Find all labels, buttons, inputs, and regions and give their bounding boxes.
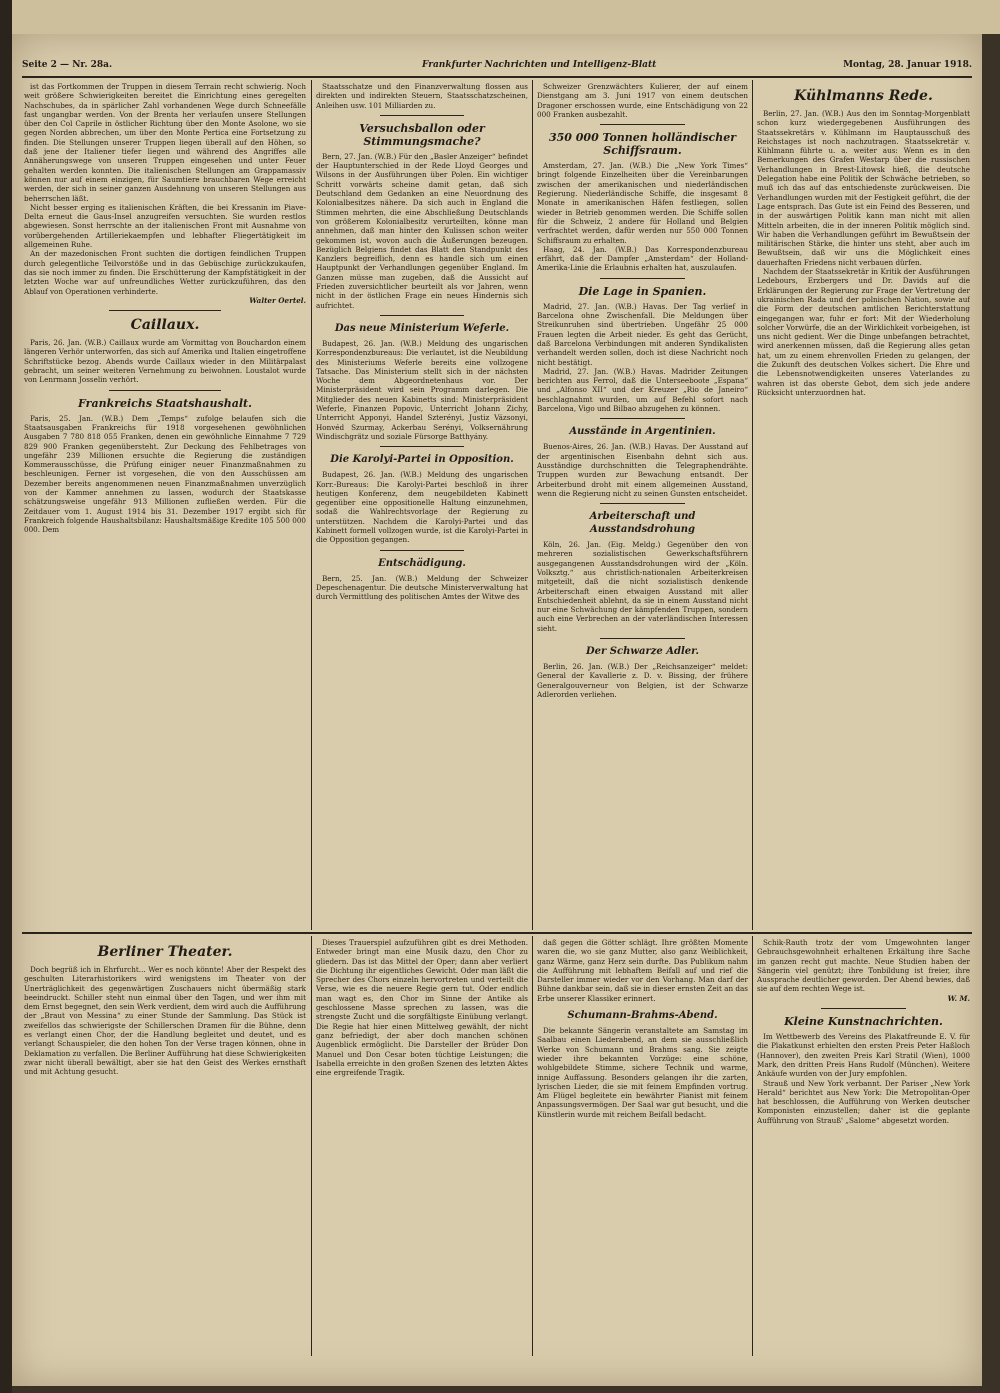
headline-compensation: Entschädigung.	[378, 557, 466, 569]
headline-finance: Frankreichs Staatshaushalt.	[78, 396, 252, 410]
headline-art-news: Kleine Kunstnachrichten.	[784, 1015, 943, 1029]
separator	[109, 310, 222, 311]
separator	[109, 390, 222, 391]
war-report-text: ist das Fortkommen der Truppen in diesem Terrain recht schwierig. Noch weit größere Schwierigkeiten bereitet die Einrichtung eines geregelten Nachschubes, da in spärlicher Zahl vorhandenen Wege durch Schneefälle fast ungangbar werden. Von der Brenta her verlaufen unsere Stellungen über den Col Caprile in östlicher Richtung über den Monte Asolone, wo sie gegen Norden abbrechen, um über den Monte Pertica eine Fortsetzung zu finden. Die Stellungen unserer Truppen liegen überall auf den Höhen, so daß jene der Italiener tiefer liegen und während des Angriffes alle Annäherungswege von unseren Truppen eingesehen und unter Feuer gehalten werden konnten. Die italienischen Stellungen am Grappamassiv können nur auf einem einzigen, für Saumtiere brauchbaren Wege erreicht werden, der sich in seiner ganzen Ausdehnung von unseren Stellungen aus beherrschen läßt.	[24, 82, 306, 203]
column-rule	[532, 80, 533, 930]
separator	[380, 315, 465, 316]
article-balloon: Bern, 27. Jan. (W.B.) Für den „Basler Anzeiger“ befindet der Hauptunterschied in der Rede Lloyd Georges und Wilsons in der Ausführungen über Polen. Ein wichtiger Schritt vorwärts scheine damit getan, daß sich Deutschland dem Gedanken an eine Neuordnung des Kolonialbesitzes nähere. Da sich auch in England die Stimmen mehrten, die eine Abschließung Deutschlands von größerem Kolonialbesitz verurteilten, könne man annehmen, daß man hinter den Kulissen schon weiter gekommen ist, wovon auch die Äußerungen bezeugen. Bezüglich Belgiens findet das Blatt den Standpunkt des Kanzlers begreiflich, denn es handle sich um einen Hauptpunkt der Verhandlungen gegenüber England. Im Ganzen müsse man zugeben, daß die Aussicht auf Frieden zuversichtlicher beurteilt als vor Jahren, wenn nicht in der östlichen Frage ein neues Hindernis sich aufrichtet.	[316, 151, 528, 310]
article-finance: Paris, 25. Jan. (W.B.) Dem „Temps“ zufolge belaufen sich die Staatsausgaben Frankreichs für 1918 vorgesehenen gewöhnlichen Ausgaben 7 780 818 055 Franken, denen ein gewöhnliche Einnahme 7 729 829 900 Franken gegenübersteht. Zur Deckung des Fehlbetrages von ungefähr 239 Millionen ersuchte die Regierung die zuständigen Kommerausschüsse, die Prüfung einiger neuer Finanzmaßnahmen zu beschleunigen. Ferner ist vorgesehen, die von den Ausschüssen am Dezember bereits angenommenen neuen Finanzmaßnahmen unverzüglich von der Kammer annehmen zu lassen, wodurch der Staatskasse schätzungsweise ungefähr 913 Millionen zufließen werden. Für die Zeitdauer vom 1. August 1914 bis 31. Dezember 1917 ergibt sich für Frankreich folgende Haushaltsbilanz: Haushaltsmäßige Kredite 105 500 000 000. Dem	[24, 413, 306, 535]
headline-karolyi: Die Karolyi-Partei in Opposition.	[330, 454, 514, 466]
page-top-margin	[12, 0, 1000, 34]
book-binding	[0, 0, 12, 1393]
page-number: Seite 2 — Nr. 28a.	[22, 60, 113, 70]
column-4	[757, 82, 970, 930]
paper-title: Frankfurter Nachrichten und Intelligenz-Blatt	[422, 60, 657, 70]
headline-ministry: Das neue Ministerium Weferle.	[334, 322, 510, 334]
art-news: Strauß und New York verbannt. Der Pariser „New York Herald“ berichtet aus New York: Die Metropolitan-Oper hat beschlossen, die Aufführung von Werken deutscher Komponisten einzustellen; daher ist die geplante Aufführung von Strauß' „Salome“ abgesetzt worden.	[757, 1078, 970, 1125]
article-ministry: Budapest, 26. Jan. (W.B.) Meldung des ungarischen Korrespondenzbureaus: Die verlautet, ist die Neubildung des Ministeriums Weferle bereits eine vollzogene Tatsache. Das Ministerium stellt sich in der nächsten Woche dem Abgeordnetenhaus vor. Der Ministerpräsident wird sein Programm darlegen. Die Mitglieder des neuen Kabinetts sind: Ministerpräsident Weferle, Finanzen Popovic, Unterricht Johann Zichy, Unterricht Apponyi, Handel Szterényi, Justiz Vázsonyi, Honvéd Szurmay, Ackerbau Serényi, Volksernährung Windischgrätz und soziale Fürsorge Batthyány.	[316, 338, 528, 441]
separator	[600, 638, 684, 639]
separator	[600, 124, 684, 125]
headline-concert: Schumann-Brahms-Abend.	[567, 1010, 718, 1022]
art-news: Im Wettbewerb des Vereins des Plakatfreunde E. V. für die Plakatkunst erhielten den ersten Preis Peter Haßloch (Hannover), den zweiten Preis Karl Stratil (Wien), 1000 Mark, den dritten Preis Hans Rudolf (München). Weitere Ankäufe wurden von der Jury empfohlen.	[757, 1032, 970, 1079]
issue-date: Montag, 28. Januar 1918.	[843, 60, 972, 70]
column-rule	[532, 936, 533, 1356]
separator	[380, 115, 465, 116]
article-caillaux: Paris, 26. Jan. (W.B.) Caillaux wurde am Vormittag von Bouchardon einem längeren Verhör unterworfen, das sich auf Amerika und Italien eingetroffene Schriftstücke bezog. Abends wurde Caillaux wieder in den Militärpalast gebracht, um seiner weiteren Vernehmung zu beiwohnen. Loustalot wurde von Lenrmann Josselin verhört.	[24, 338, 306, 385]
theater-column-2	[316, 938, 528, 1356]
separator	[380, 550, 465, 551]
theater-review: Dieses Trauerspiel aufzuführen gibt es drei Methoden. Entweder bringt man eine Musik dazu, den Chor zu gliedern. Das ist das Mittel der Oper; dann aber verliert die Dichtung ihr eigentliches Gewicht. Oder man läßt die Sprecher des Chors einzeln hervortreten und verteilt die Verse, wie es die neuere Regie gern tut. Oder endlich man wagt es, den Chor im Sinne der Antike als geschlossene Masse sprechen zu lassen, was die strengste Zucht und die sorgfältigste Einübung verlangt. Die Regie hat hier einen Mittelweg gewählt, der nicht ganz befriedigt, der aber doch manchen schönen Augenblick ermöglicht. Die Darsteller der Brüder Don Manuel und Don Cesar boten tüchtige Leistungen; die Isabella erreichte in den großen Szenen des letzten Aktes eine ergreifende Tragik.	[316, 938, 528, 1078]
war-report-text: An der mazedonischen Front suchten die dortigen feindlichen Truppen durch gelegentliche Teilvorstöße und in das Gebüschige zurückzukaufen, das sie noch immer zu finden. Die Erschütterung der Kampfstätigkeit in der letzten Woche war auf unfreundliches Wetter zurückzuführen, das den Ablauf von Operationen verhinderte.	[24, 249, 306, 296]
article-kuehlmann: Berlin, 27. Jan. (W.B.) Aus den im Sonntag-Morgenblatt schon kurz wiedergegebenen Ausführungen des Staatssekretärs v. Kühlmann im Hauptausschuß des Reichstages ist noch nachzutragen. Staatssekretär v. Kühlmann führte u. a. weiter aus: Wenn es in den Bemerkungen des Grafen Westarp über die russischen Verhandlungen in Brest-Litowsk hieß, die deutsche Delegation habe eine Politik der Schwäche betrieben, so muß ich das auf das entschiedenste zurückweisen. Die Verhandlungen wurden mit der Festigkeit geführt, die der Lage entsprach. Das Gute ist ein Feind des Besseren, und in der auswärtigen Politik kann man nicht mit allen Mitteln arbeiten, die in der inneren Politik möglich sind. Wir haben die Verhandlungen geführt im Bewußtsein der militärischen Stärke, die hinter uns steht, aber auch im Bewußtsein, daß wir uns die Möglichkeit eines dauerhaften Friedens nicht verbauen dürfen.	[757, 109, 970, 267]
theater-column-3	[537, 938, 748, 1356]
headline-strike: Arbeiterschaft und Ausstandsdrohung	[589, 511, 696, 536]
separator	[600, 418, 684, 419]
article-continuation: Schweizer Grenzwächters Kulierer, der auf einem Dienstgang am 3. Juni 1917 von einem deutschen Dragoner erschossen wurde, eine Entschädigung von 22 000 Franken ausbezahlt.	[537, 82, 748, 119]
article-strike: Köln, 26. Jan. (Eig. Meldg.) Gegenüber den von mehreren sozialistischen Gewerkschaftsführern ausgegangenen Ausstandsdrohungen wird der „Köln. Volksztg.“ aus christlich-nationalen Arbeiterkreisen mitgeteilt, daß die nicht sozialistisch denkende Arbeiterschaft einen etwaigen Ausstand mit aller Entschiedenheit ablehnt, da sie in einem Ausstand nicht nur eine Schwächung der kämpfenden Truppen, sondern auch eine Verbrechen an der vaterländischen Interessen sieht.	[537, 540, 748, 633]
article-spain: Madrid, 27. Jan. (W.B.) Havas. Madrider Zeitungen berichten aus Ferrol, daß die Unterseeboote „Espana“ und „Alfonso XII“ und der Kreuzer „Rio de Janeiro“ beschlagnahmt wurden, um auf Befehl sofort nach Barcelona, Vigo und Bilbao abzugehen zu können.	[537, 366, 748, 414]
article-karolyi: Budapest, 26. Jan. (W.B.) Meldung des ungarischen Korr.-Bureaus: Die Karolyi-Partei beschloß in ihrer heutigen Konferenz, dem neugebildeten Kabinett gegenüber eine oppositionelle Haltung einzunehmen, sodaß die Wahlrechtsvorlage der Regierung zu unterstützen. Nachdem die Karolyi-Partei und das Kabinett formell vollzogen wurde, ist die Karolyi-Partei in die Opposition gegangen.	[316, 470, 528, 545]
article-ships: Amsterdam, 27. Jan. (W.B.) Die „New York Times“ bringt folgende Einzelheiten über die Vereinbarungen zwischen der amerikanischen und niederländischen Regierung. Niederländische Schiffe, die insgesamt 8 Monate in amerikanischen Häfen festliegen, sollen wieder in Betrieb genommen werden. Die Schiffe sollen für die Schweiz, 2 andere für Holland und Belgien verfrachtet werden, dafür werden nur 550 000 Tonnen Schiffsraum zu erhalten.	[537, 161, 748, 245]
article-kuehlmann: Nachdem der Staatssekretär in Kritik der Ausführungen Ledebours, Erzbergers und Dr. Davids auf die Erklärungen der Regierung zur Frage der Vertretung der ukrainischen Rada und der polnischen Nation, sowie auf die Form der deutschen amtlichen Berichterstattung eingegangen war, fuhr er fort: Mit der Wiederholung solcher Vorwürfe, die an der Wirklichkeit vorbeigehen, ist uns nicht gedient. Wer die Dinge unbefangen betrachtet, wird anerkennen müssen, daß die Regierung alles getan hat, um zu einem ehrenvollen Frieden zu gelangen, der die Zukunft des deutschen Volkes sichert. Die Ehre und die Lebensnotwendigkeiten unseres Vaterlandes zu wahren ist das oberste Gebot, dem sich jede andere Rücksicht unterzuordnen hat.	[757, 267, 970, 397]
headline-eagle: Der Schwarze Adler.	[586, 646, 699, 658]
column-rule	[311, 80, 312, 930]
separator	[600, 503, 684, 504]
concert-review: Die bekannte Sängerin veranstaltete am Samstag im Saalbau einen Liederabend, an dem sie ausschließlich Werke von Schumann und Brahms sang. Sie zeigte wieder ihre bekannten Vorzüge: eine schöne, wohlgebildete Stimme, sichere Technik und warme, innige Auffassung. Besonders gelangen ihr die zarten, lyrischen Lieder, die sie mit feinem Empfinden vortrug. Am Flügel begleitete ein bewährter Pianist mit feinem Anpassungsvermögen. Der Saal war gut besucht, und die Künstlerin wurde mit reichem Beifall bedacht.	[537, 1026, 748, 1119]
separator	[380, 446, 465, 447]
masthead	[22, 60, 972, 74]
separator	[600, 278, 684, 279]
headline-kuehlmann: Kühlmanns Rede.	[794, 88, 933, 104]
headline-argentina: Ausstände in Argentinien.	[569, 426, 716, 438]
masthead-rule	[22, 76, 972, 78]
concert-review: Schik-Rauth trotz der vom Umgewohnten langer Gebrauchsgewohnheit erhaltenen Erkältung ihre Sache im ganzen recht gut machte. Neue Studien haben der Sängerin viel genützt; ihre Tonbildung ist freier, ihre Aussprache deutlicher geworden. Der Abend bewies, daß sie auf dem rechten Wege ist.	[757, 938, 970, 994]
column-rule	[752, 936, 753, 1356]
headline-spain: Die Lage in Spanien.	[578, 284, 707, 298]
column-rule	[311, 936, 312, 1356]
article-argentina: Buenos-Aires, 26. Jan. (W.B.) Havas. Der Ausstand auf der argentinischen Eisenbahn dehnt sich aus. Ausständige durchschnitten die Telegraphendrähte. Truppen wurden zur Bewachung entsandt. Der Arbeiterbund droht mit einem allgemeinen Ausstand, wenn die Regierung nicht zu seinen Gunsten entscheidet.	[537, 442, 748, 498]
column-1	[24, 82, 306, 930]
headline-caillaux: Caillaux.	[130, 317, 200, 334]
author-signature: Walter Oertel.	[249, 295, 306, 305]
article-spain: Madrid, 27. Jan. (W.B.) Havas. Der Tag verlief in Barcelona ohne Zwischenfall. Die Meldungen über Streikunruhen sind übertrieben. Ungefähr 25 000 Frauen legten die Arbeit nieder. Es geht das Gerücht, daß Barcelona Verbindungen mit anderen Syndikalisten verhandelt werden sollen, doch ist diese Nachricht noch nicht bestätigt.	[537, 301, 748, 367]
article-continuation: Staatsschatze und den Finanzverwaltung flossen aus direkten und indirekten Steuern, Staatsschatzscheinen, Anleihen usw. 101 Milliarden zu.	[316, 82, 528, 110]
headline-balloon: Versuchsballon oder Stimmungsmache?	[359, 121, 485, 148]
article-compensation: Bern, 25. Jan. (W.B.) Meldung der Schweizer Depeschenagentur. Die deutsche Ministerverwaltung hat durch Vermittlung des politischen Amtes der Witwe des	[316, 573, 528, 602]
theater-column-1	[24, 938, 306, 1356]
headline-theater: Berliner Theater.	[97, 944, 233, 960]
column-rule	[752, 80, 753, 930]
theater-review: daß gegen die Götter schlägt. Ihre größten Momente waren die, wo sie ganz Mutter, also ganz Weiblichkeit, ganz Wärme, ganz Herz sein durfte. Das Publikum nahm die Aufführung mit lebhaftem Beifall auf und rief die Darsteller immer wieder vor den Vorhang. Man darf der Bühne dankbar sein, daß sie in dieser ernsten Zeit an das Erbe unserer Klassiker erinnert.	[537, 938, 748, 1003]
column-2	[316, 82, 528, 930]
section-rule	[22, 932, 972, 934]
theater-column-4	[757, 938, 970, 1356]
article-ships: Haag, 24. Jan. (W.B.) Das Korrespondenzbureau erfährt, daß der Dampfer „Amsterdam“ der Holland-Amerika-Linie die Erlaubnis erhalten hat, auszulaufen.	[537, 244, 748, 273]
separator	[821, 1008, 906, 1009]
article-eagle: Berlin, 26. Jan. (W.B.) Der „Reichsanzeiger“ meldet: General der Kavallerie z. D. v. Bissing, der frühere Generalgouverneur von Belgien, ist der Schwarze Adlerorden verliehen.	[537, 662, 748, 699]
headline-ships: 350 000 Tonnen holländischer Schiffsraum.	[548, 131, 737, 158]
author-signature: W. M.	[947, 993, 970, 1003]
war-report-text: Nicht besser erging es italienischen Kräften, die bei Kressanin im Piave-Delta erneut die Gaus-Insel anzugreifen versuchten. Sie wurden restlos abgewiesen. Sonst herrschte an der italienischen Front mit Ausnahme von vorübergehenden Artilleriekaempfen und lebhafter Fliegertätigkeit im allgemeinen Ruhe.	[24, 202, 306, 250]
theater-review: Doch begrüß ich in Ehrfurcht... Wer es noch könnte! Aber der Respekt des geschulten Literarhistorikers wird wenigstens im Theater von der Unerträglichkeit des gegenwärtigen Zuschauers nicht übermäßig stark beeindruckt. Schiller steht nun einmal über den Tagen, und wer ihm mit dem Ernst begegnet, den sein Werk verdient, dem wird auch die Aufführung der „Braut von Messina“ zu einer Stunde der Sammlung. Das Stück ist zweifellos das schwierigste der Schillerschen Dramen für die Bühne, denn es verlangt einen Chor, der die Handlung begleitet und deutet, und es verlangt Schauspieler, die den hohen Ton der Verse tragen können, ohne in Deklamation zu verfallen. Die Berliner Aufführung hat diese Schwierigkeiten zwar nicht überall bewältigt, aber sie hat den Geist des Werkes ernsthaft und mit Achtung gesucht.	[24, 965, 306, 1077]
column-3	[537, 82, 748, 930]
